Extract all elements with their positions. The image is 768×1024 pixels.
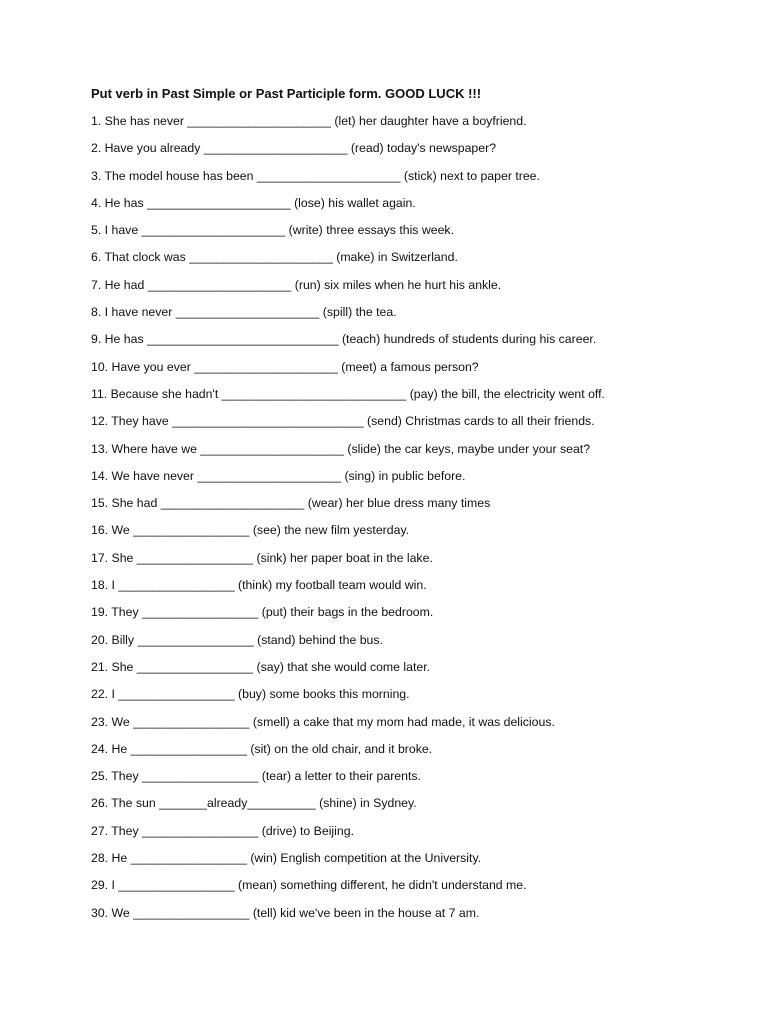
exercise-item: 12. They have ____________________________ (send) Christmas cards to all their friends. — [91, 414, 595, 429]
exercise-item: 15. She had _____________________ (wear) her blue dress many times — [91, 496, 491, 511]
exercise-item: 7. He had _____________________ (run) six miles when he hurt his ankle. — [91, 277, 502, 292]
exercise-item: 22. I _________________ (buy) some books this morning. — [91, 687, 410, 702]
exercise-item: 5. I have _____________________ (write) three essays this week. — [91, 223, 454, 238]
exercise-item: 13. Where have we _____________________ (slide) the car keys, maybe under your seat? — [91, 441, 591, 456]
exercise-item: 21. She _________________ (say) that she would come later. — [91, 659, 431, 674]
exercise-item: 18. I _________________ (think) my football team would win. — [91, 578, 427, 593]
exercise-item: 9. He has ____________________________ (teach) hundreds of students during his career. — [91, 332, 597, 347]
exercise-item: 16. We _________________ (see) the new film yesterday. — [91, 523, 410, 538]
exercise-item: 14. We have never _____________________ (sing) in public before. — [91, 468, 466, 483]
worksheet — [91, 84, 751, 930]
exercise-item: 1. She has never _____________________ (let) her daughter have a boyfriend. — [91, 114, 527, 128]
exercise-item: 2. Have you already _____________________ (read) today's newspaper? — [91, 141, 497, 156]
exercise-item: 17. She _________________ (sink) her paper boat in the lake. — [91, 550, 433, 565]
exercise-item: 6. That clock was _____________________ (make) in Switzerland. — [91, 250, 458, 265]
exercise-item: 29. I _________________ (mean) something different, he didn't understand me. — [91, 878, 527, 893]
exercise-item: 10. Have you ever _____________________ (meet) a famous person? — [91, 359, 479, 374]
exercise-item: 24. He _________________ (sit) on the old chair, and it broke. — [91, 741, 433, 756]
exercise-list — [91, 111, 751, 923]
exercise-item: 30. We _________________ (tell) kid we've been in the house at 7 am. — [91, 905, 480, 920]
exercise-item: 8. I have never _____________________ (spill) the tea. — [91, 305, 397, 320]
exercise-item: 3. The model house has been _____________________ (stick) next to paper tree. — [91, 168, 540, 183]
exercise-item: 23. We _________________ (smell) a cake that my mom had made, it was delicious. — [91, 714, 555, 729]
exercise-item: 11. Because she hadn't ___________________________ (pay) the bill, the electricity went off. — [91, 386, 605, 401]
exercise-item: 20. Billy _________________ (stand) behind the bus. — [91, 632, 383, 647]
exercise-item: 26. The sun _______already__________ (shine) in Sydney. — [91, 796, 417, 811]
exercise-item: 28. He _________________ (win) English competition at the University. — [91, 851, 482, 866]
exercise-item: 4. He has _____________________ (lose) his wallet again. — [91, 195, 416, 210]
exercise-item: 27. They _________________ (drive) to Beijing. — [91, 823, 354, 838]
exercise-item: 25. They _________________ (tear) a letter to their parents. — [91, 769, 421, 784]
exercise-item: 19. They _________________ (put) their bags in the bedroom. — [91, 605, 434, 620]
worksheet-title: Put verb in Past Simple or Past Participle form. GOOD LUCK !!! — [91, 86, 482, 101]
